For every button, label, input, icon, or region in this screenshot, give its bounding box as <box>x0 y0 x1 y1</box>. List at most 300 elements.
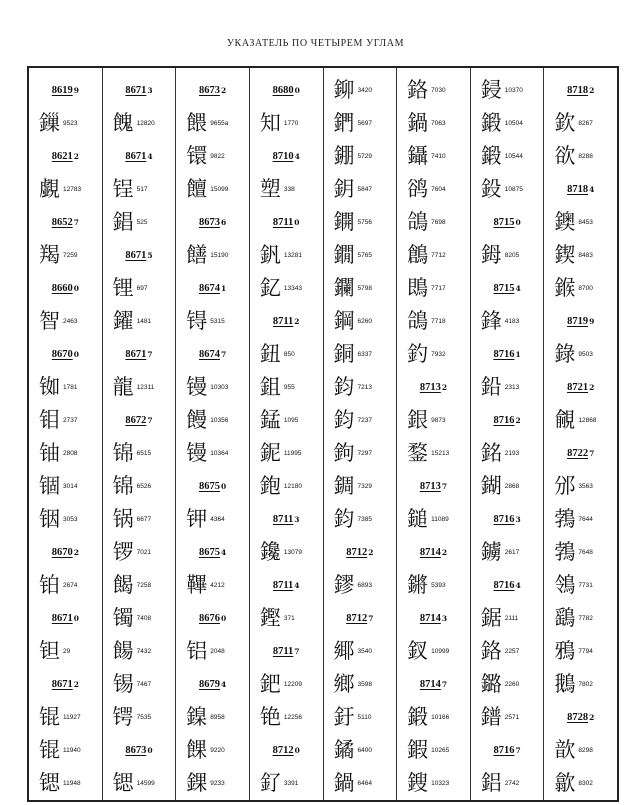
entry-number: 4364 <box>210 516 225 523</box>
entry-number: 1781 <box>63 384 78 391</box>
corner-code: 8712 <box>346 547 368 558</box>
character-glyph: 鑃 <box>112 309 134 333</box>
character-glyph: 鍋 <box>407 111 429 135</box>
character-entry <box>103 536 176 569</box>
entry-number: 7329 <box>357 483 372 490</box>
entry-number: 5110 <box>357 714 372 721</box>
character-entry <box>397 734 470 767</box>
character-glyph: 釣 <box>407 342 429 366</box>
character-entry <box>544 272 617 305</box>
entry-number: 7467 <box>136 681 152 688</box>
character-glyph: 欽 <box>554 111 576 135</box>
entry-number: 7794 <box>578 648 593 655</box>
character-entry <box>29 371 102 404</box>
corner-code-header <box>29 272 102 305</box>
entry-number: 5756 <box>357 219 372 226</box>
character-glyph: 饘 <box>186 177 208 201</box>
corner-code-subscript: 4 <box>220 548 227 557</box>
corner-code: 8710 <box>272 151 294 162</box>
character-glyph: 覦 <box>554 408 576 432</box>
corner-code-subscript: 5 <box>147 251 153 260</box>
entry-number: 7932 <box>431 351 446 358</box>
corner-code: 8716 <box>493 745 515 756</box>
character-entry <box>544 503 617 536</box>
character-entry <box>103 173 176 206</box>
character-glyph: 鵓 <box>554 540 576 564</box>
character-entry <box>324 338 397 371</box>
character-glyph: 鎳 <box>186 705 208 729</box>
character-entry <box>471 305 544 338</box>
character-entry <box>397 74 470 107</box>
entry-number: 9503 <box>578 351 593 358</box>
character-entry <box>250 767 323 800</box>
character-entry <box>544 140 617 173</box>
entry-number: 1481 <box>136 318 152 325</box>
entry-number: 10303 <box>210 384 229 391</box>
character-entry <box>324 701 397 734</box>
entry-number: 15099 <box>210 186 229 193</box>
character-glyph: 锷 <box>112 705 134 729</box>
character-entry <box>176 569 249 602</box>
corner-code-header <box>250 569 323 602</box>
character-glyph: 锃 <box>112 177 134 201</box>
entry-number: 9523 <box>63 120 78 127</box>
corner-code-subscript: 4 <box>220 680 227 689</box>
corner-code-header <box>176 74 249 107</box>
character-glyph: 鈞 <box>333 408 355 432</box>
character-glyph: 鶬 <box>407 243 429 267</box>
entry-number: 5798 <box>357 285 372 292</box>
corner-code-subscript: 2 <box>589 86 595 95</box>
corner-code-subscript: 7 <box>441 680 448 689</box>
character-glyph: 鉏 <box>259 375 281 399</box>
entry-number: 10166 <box>431 714 450 721</box>
corner-code-header <box>176 206 249 239</box>
character-glyph: 鈞 <box>333 375 355 399</box>
entry-number: 10356 <box>210 417 229 424</box>
entry-number: 697 <box>136 285 148 292</box>
corner-code-header <box>29 602 102 635</box>
corner-code-subscript: 4 <box>294 152 300 161</box>
corner-code-subscript: 4 <box>515 284 521 293</box>
character-entry <box>103 437 176 470</box>
corner-code: 8670 <box>51 349 73 360</box>
entry-number: 525 <box>136 219 148 226</box>
character-entry <box>397 272 470 305</box>
character-glyph: 邠 <box>554 474 576 498</box>
character-glyph: 鈀 <box>259 672 281 696</box>
corner-code-header <box>29 536 102 569</box>
corner-code-subscript: 7 <box>147 350 153 359</box>
entry-number: 4212 <box>210 582 225 589</box>
character-glyph: 覷 <box>39 177 60 201</box>
character-glyph: 鴿 <box>407 210 429 234</box>
character-entry <box>176 173 249 206</box>
corner-code-subscript: 0 <box>220 614 227 623</box>
character-entry <box>103 371 176 404</box>
character-entry <box>397 305 470 338</box>
character-glyph: 鋼 <box>333 309 355 333</box>
corner-code-header <box>544 173 617 206</box>
entry-number: 371 <box>283 615 295 622</box>
character-glyph: 餜 <box>186 738 208 762</box>
character-entry <box>471 470 544 503</box>
character-glyph: 鍆 <box>333 111 355 135</box>
corner-code-subscript: 7 <box>220 350 227 359</box>
entry-number: 11940 <box>63 747 81 754</box>
entry-number: 10504 <box>504 120 523 127</box>
character-entry <box>250 536 323 569</box>
entry-number: 2674 <box>63 582 78 589</box>
character-entry <box>544 569 617 602</box>
corner-code: 8675 <box>198 481 220 492</box>
character-entry <box>324 206 397 239</box>
character-glyph: 鐪 <box>480 540 502 564</box>
corner-code-header <box>176 470 249 503</box>
character-entry <box>103 569 176 602</box>
corner-code-header <box>103 404 176 437</box>
character-entry <box>544 239 617 272</box>
character-entry <box>471 140 544 173</box>
corner-code: 8676 <box>198 613 220 624</box>
entry-number: 10323 <box>431 780 450 787</box>
entry-number: 8288 <box>578 153 593 160</box>
corner-code-header <box>176 536 249 569</box>
entry-number: 11995 <box>283 450 302 457</box>
character-glyph: 鋸 <box>480 606 502 630</box>
corner-code: 8715 <box>493 217 515 228</box>
entry-number: 7802 <box>578 681 593 688</box>
entry-number: 9233 <box>210 780 225 787</box>
corner-code-subscript: 0 <box>147 746 153 755</box>
corner-code-header <box>103 74 176 107</box>
corner-code: 8728 <box>567 712 589 723</box>
corner-code-subscript: 2 <box>515 416 521 425</box>
corner-code-subscript: 3 <box>441 614 448 623</box>
character-entry <box>176 140 249 173</box>
corner-code-subscript: 0 <box>73 350 79 359</box>
corner-code: 8671 <box>125 349 147 360</box>
character-glyph: 铟 <box>39 507 60 531</box>
character-glyph: 鴿 <box>407 309 429 333</box>
entry-number: 15190 <box>210 252 229 259</box>
corner-code-header <box>103 734 176 767</box>
corner-code: 8673 <box>125 745 147 756</box>
corner-code-header <box>176 602 249 635</box>
corner-code-header <box>250 635 323 668</box>
character-glyph: 鍜 <box>407 738 429 762</box>
entry-number: 7213 <box>357 384 372 391</box>
character-glyph: 鈞 <box>333 507 355 531</box>
entry-number: 3014 <box>63 483 78 490</box>
entry-number: 7712 <box>431 252 446 259</box>
entry-number: 7432 <box>136 648 152 655</box>
entry-number: 7258 <box>136 582 152 589</box>
character-entry <box>544 668 617 701</box>
character-glyph: 釕 <box>259 771 281 795</box>
character-glyph: 銀 <box>407 408 429 432</box>
corner-code-subscript: 7 <box>294 647 300 656</box>
corner-code-header <box>176 338 249 371</box>
character-entry <box>471 602 544 635</box>
corner-code-subscript: 7 <box>441 482 448 491</box>
corner-code-subscript: 0 <box>294 86 300 95</box>
entry-number: 12783 <box>63 186 82 193</box>
character-entry <box>471 74 544 107</box>
corner-code-subscript: 7 <box>147 416 153 425</box>
character-entry <box>176 767 249 800</box>
entry-number: 7237 <box>357 417 372 424</box>
character-glyph: 鈮 <box>259 441 281 465</box>
character-glyph: 锣 <box>112 540 134 564</box>
character-glyph: 鷂 <box>554 606 576 630</box>
corner-code: 8673 <box>198 85 220 96</box>
character-entry <box>324 734 397 767</box>
character-glyph: 鈕 <box>259 342 281 366</box>
character-glyph: 鑱 <box>259 540 281 564</box>
entry-number: 2737 <box>63 417 78 424</box>
entry-number: 2257 <box>504 648 520 655</box>
character-glyph: 鍛 <box>480 111 502 135</box>
character-glyph: 鑷 <box>407 144 429 168</box>
index-column <box>103 68 177 800</box>
entry-number: 6464 <box>357 780 372 787</box>
corner-code-header <box>397 602 470 635</box>
entry-number: 7385 <box>357 516 372 523</box>
character-entry <box>471 239 544 272</box>
corner-code-subscript: 2 <box>73 548 79 557</box>
entry-number: 7604 <box>431 186 446 193</box>
page-title: УКАЗАТЕЛЬ ПО ЧЕТЫРЕМ УГЛАМ <box>226 38 405 49</box>
character-entry <box>250 701 323 734</box>
character-glyph: 镘 <box>186 441 208 465</box>
character-entry <box>250 239 323 272</box>
corner-code-subscript: 1 <box>220 284 227 293</box>
corner-code-subscript: 3 <box>515 515 521 524</box>
entry-number: 10544 <box>504 153 523 160</box>
character-entry <box>103 701 176 734</box>
corner-code-header <box>176 272 249 305</box>
character-glyph: 知 <box>259 111 281 135</box>
entry-number: 8302 <box>578 780 593 787</box>
corner-code: 8671 <box>125 250 147 261</box>
character-glyph: 鈅 <box>333 177 355 201</box>
corner-code-header <box>29 74 102 107</box>
character-glyph: 锶 <box>112 771 134 795</box>
entry-number: 7030 <box>431 87 446 94</box>
corner-code-subscript: 2 <box>441 548 448 557</box>
corner-code: 8671 <box>125 85 147 96</box>
entry-number: 5765 <box>357 252 372 259</box>
index-column <box>471 68 545 800</box>
character-entry <box>471 173 544 206</box>
character-glyph: 鉧 <box>480 243 502 267</box>
character-glyph: 锢 <box>39 474 60 498</box>
index-column <box>176 68 250 800</box>
corner-code-header <box>103 239 176 272</box>
character-glyph: 鍋 <box>333 771 355 795</box>
character-entry <box>29 305 102 338</box>
entry-number: 7410 <box>431 153 446 160</box>
entry-number: 8958 <box>210 714 225 721</box>
entry-number: 2313 <box>504 384 520 391</box>
character-entry <box>250 668 323 701</box>
character-entry <box>29 404 102 437</box>
character-glyph: 鉻 <box>480 639 502 663</box>
entry-number: 6677 <box>136 516 152 523</box>
entry-number: 8267 <box>578 120 593 127</box>
entry-number: 6337 <box>357 351 372 358</box>
character-glyph: 鈠 <box>480 177 502 201</box>
character-glyph: 锡 <box>112 672 134 696</box>
character-glyph: 釵 <box>407 639 429 663</box>
character-entry <box>250 371 323 404</box>
corner-code-subscript: 4 <box>294 581 300 590</box>
corner-code-header <box>544 701 617 734</box>
character-glyph: 钼 <box>39 408 60 432</box>
corner-code: 8671 <box>125 151 147 162</box>
character-entry <box>324 503 397 536</box>
character-glyph: 锟 <box>39 705 60 729</box>
entry-number: 9822 <box>210 153 225 160</box>
character-glyph: 鏁 <box>39 111 60 135</box>
entry-number: 7782 <box>578 615 593 622</box>
character-glyph: 鉚 <box>333 78 355 102</box>
character-entry <box>324 569 397 602</box>
character-entry <box>544 107 617 140</box>
corner-code-subscript: 2 <box>73 680 79 689</box>
character-entry <box>250 338 323 371</box>
entry-number: 7259 <box>63 252 78 259</box>
corner-code-subscript: 2 <box>589 383 595 392</box>
corner-code: 8711 <box>272 580 294 591</box>
character-entry <box>397 173 470 206</box>
entry-number: 7644 <box>578 516 593 523</box>
entry-number: 8483 <box>578 252 593 259</box>
character-glyph: 铯 <box>259 705 281 729</box>
character-entry <box>324 305 397 338</box>
character-entry <box>397 239 470 272</box>
character-entry <box>103 470 176 503</box>
character-entry <box>29 173 102 206</box>
entry-number: 2808 <box>63 450 78 457</box>
corner-code-header <box>544 437 617 470</box>
character-entry <box>103 305 176 338</box>
entry-number: 5729 <box>357 153 372 160</box>
character-glyph: 鋁 <box>480 771 502 795</box>
character-glyph: 锝 <box>186 309 208 333</box>
corner-code: 8712 <box>272 745 294 756</box>
character-entry <box>544 734 617 767</box>
corner-code-subscript: 7 <box>589 449 595 458</box>
character-glyph: 锂 <box>112 276 134 300</box>
corner-code-header <box>103 338 176 371</box>
character-entry <box>250 107 323 140</box>
character-glyph: 塑 <box>259 177 281 201</box>
corner-code-header <box>471 272 544 305</box>
character-glyph: 铷 <box>39 375 60 399</box>
corner-code: 8711 <box>272 217 294 228</box>
entry-number: 10999 <box>431 648 450 655</box>
character-entry <box>324 371 397 404</box>
character-entry <box>103 602 176 635</box>
corner-code-header <box>103 140 176 173</box>
corner-code-subscript: 2 <box>441 383 448 392</box>
entry-number: 12209 <box>283 681 302 688</box>
entry-number: 8205 <box>504 252 520 259</box>
corner-code: 8711 <box>272 316 294 327</box>
entry-number: 10265 <box>431 747 450 754</box>
character-glyph: 锶 <box>39 771 60 795</box>
character-entry <box>397 569 470 602</box>
character-glyph: 鎪 <box>407 771 429 795</box>
corner-code-header <box>29 206 102 239</box>
character-glyph: 餲 <box>112 573 134 597</box>
character-glyph: 釪 <box>333 705 355 729</box>
corner-code-header <box>324 536 397 569</box>
entry-number: 29 <box>63 648 71 655</box>
corner-code: 8713 <box>419 481 441 492</box>
character-entry <box>397 404 470 437</box>
character-glyph: 鴉 <box>554 639 576 663</box>
corner-code: 8671 <box>51 613 73 624</box>
entry-number: 8298 <box>578 747 593 754</box>
character-glyph: 鵖 <box>407 276 429 300</box>
corner-code-subscript: 4 <box>515 581 521 590</box>
index-column <box>397 68 471 800</box>
character-glyph: 鎚 <box>407 507 429 531</box>
entry-number: 2193 <box>504 450 520 457</box>
character-glyph: 鏴 <box>480 672 502 696</box>
corner-code-header <box>471 404 544 437</box>
corner-code-subscript: 7 <box>515 746 521 755</box>
character-entry <box>397 701 470 734</box>
character-entry <box>324 173 397 206</box>
corner-code-header <box>250 206 323 239</box>
character-glyph: 鍸 <box>480 474 502 498</box>
corner-code-header <box>250 734 323 767</box>
entry-number: 9655a <box>210 120 229 127</box>
character-entry <box>103 635 176 668</box>
corner-code: 8715 <box>493 283 515 294</box>
entry-number: 7718 <box>431 318 446 325</box>
character-entry <box>324 635 397 668</box>
entry-number: 2617 <box>504 549 520 556</box>
character-glyph: 锟 <box>39 738 60 762</box>
corner-code-header <box>397 668 470 701</box>
character-glyph: 钾 <box>186 507 208 531</box>
entry-number: 2868 <box>504 483 520 490</box>
entry-number: 13343 <box>283 285 302 292</box>
entry-number: 7063 <box>431 120 446 127</box>
character-glyph: 餳 <box>112 639 134 663</box>
corner-code-subscript: 9 <box>589 317 595 326</box>
entry-number: 2260 <box>504 681 520 688</box>
entry-number: 10364 <box>210 450 229 457</box>
character-entry <box>471 668 544 701</box>
entry-number: 6260 <box>357 318 372 325</box>
corner-code-header <box>544 371 617 404</box>
corner-code-header <box>471 503 544 536</box>
character-glyph: 錁 <box>186 771 208 795</box>
character-glyph: 鏗 <box>259 606 281 630</box>
entry-number: 3391 <box>283 780 299 787</box>
character-glyph: 铝 <box>186 639 208 663</box>
character-glyph: 鵓 <box>554 507 576 531</box>
entry-number: 5697 <box>357 120 372 127</box>
entry-number: 5315 <box>210 318 225 325</box>
character-glyph: 釩 <box>259 243 281 267</box>
